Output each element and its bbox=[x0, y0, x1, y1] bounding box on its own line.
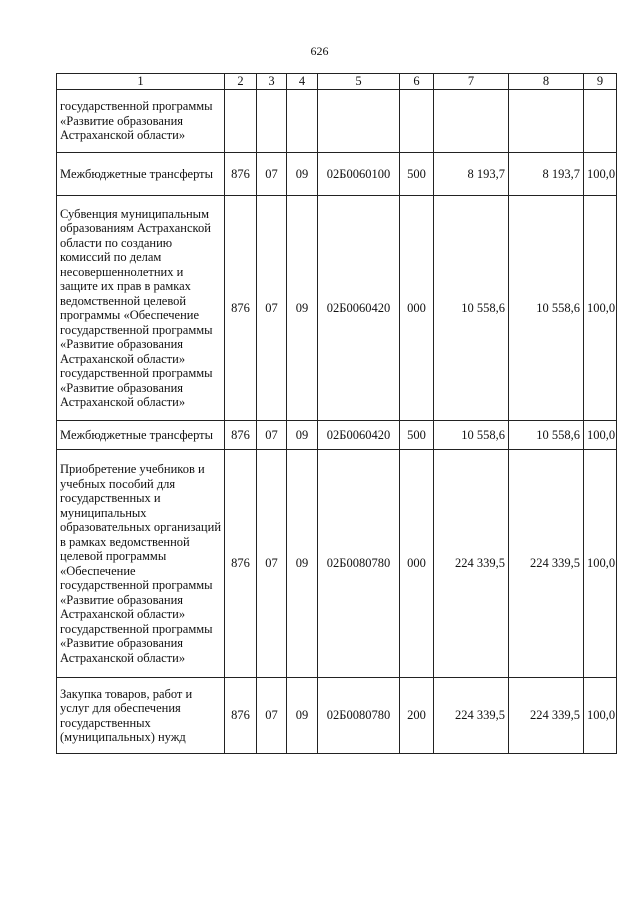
row-name-cell: Приобретение учебников и учебных пособий для государственных и муниципальных образовательных организаций в рамках ведомственной целевой программы «Обеспечение государственной программы «Развитие образования Астраханской области» государственной программы «Развитие образования Астраханской области» bbox=[57, 450, 225, 678]
section-cell: 07 bbox=[257, 450, 287, 678]
executed-amount-cell: 224 339,5 bbox=[509, 450, 584, 678]
executed-amount-cell bbox=[509, 90, 584, 153]
budget-table bbox=[56, 73, 617, 754]
subsection-cell: 09 bbox=[287, 421, 318, 450]
table-row bbox=[57, 90, 617, 153]
planned-amount-cell: 8 193,7 bbox=[434, 153, 509, 196]
row-name-cell: Закупка товаров, работ и услуг для обеспечения государственных (муниципальных) нужд bbox=[57, 678, 225, 754]
executed-amount-cell: 224 339,5 bbox=[509, 678, 584, 754]
executed-amount-cell: 8 193,7 bbox=[509, 153, 584, 196]
planned-amount-cell: 10 558,6 bbox=[434, 196, 509, 421]
section-cell: 07 bbox=[257, 421, 287, 450]
column-header: 6 bbox=[400, 74, 434, 90]
section-cell bbox=[257, 90, 287, 153]
section-cell: 07 bbox=[257, 678, 287, 754]
target-article-cell: 02Б0080780 bbox=[318, 678, 400, 754]
expense-type-cell bbox=[400, 90, 434, 153]
percent-cell: 100,0 bbox=[584, 450, 617, 678]
column-header: 9 bbox=[584, 74, 617, 90]
column-header: 4 bbox=[287, 74, 318, 90]
expense-type-cell: 000 bbox=[400, 450, 434, 678]
percent-cell: 100,0 bbox=[584, 421, 617, 450]
subsection-cell: 09 bbox=[287, 450, 318, 678]
section-cell: 07 bbox=[257, 196, 287, 421]
executed-amount-cell: 10 558,6 bbox=[509, 421, 584, 450]
column-header: 7 bbox=[434, 74, 509, 90]
section-cell: 07 bbox=[257, 153, 287, 196]
target-article-cell bbox=[318, 90, 400, 153]
row-name-cell: Субвенция муниципальным образованиям Астраханской области по созданию комиссий по делам несовершеннолетних и защите их прав в рамках ведомственной целевой программы «Обеспечение государственной программы «Развитие образования Астраханской области» государственной программы «Развитие образования Астраханской области» bbox=[57, 196, 225, 421]
expense-type-cell: 500 bbox=[400, 153, 434, 196]
table-row bbox=[57, 678, 617, 754]
admin-code-cell: 876 bbox=[225, 196, 257, 421]
table-row bbox=[57, 450, 617, 678]
admin-code-cell: 876 bbox=[225, 421, 257, 450]
admin-code-cell: 876 bbox=[225, 678, 257, 754]
percent-cell: 100,0 bbox=[584, 153, 617, 196]
table-row bbox=[57, 153, 617, 196]
table-row bbox=[57, 421, 617, 450]
planned-amount-cell: 224 339,5 bbox=[434, 678, 509, 754]
column-header: 3 bbox=[257, 74, 287, 90]
percent-cell bbox=[584, 90, 617, 153]
row-name-cell: Межбюджетные трансферты bbox=[57, 153, 225, 196]
column-header: 2 bbox=[225, 74, 257, 90]
target-article-cell: 02Б0080780 bbox=[318, 450, 400, 678]
table-row bbox=[57, 196, 617, 421]
percent-cell: 100,0 bbox=[584, 196, 617, 421]
subsection-cell: 09 bbox=[287, 196, 318, 421]
subsection-cell: 09 bbox=[287, 153, 318, 196]
row-name-cell: государственной программы «Развитие образования Астраханской области» bbox=[57, 90, 225, 153]
admin-code-cell: 876 bbox=[225, 153, 257, 196]
percent-cell: 100,0 bbox=[584, 678, 617, 754]
planned-amount-cell bbox=[434, 90, 509, 153]
expense-type-cell: 500 bbox=[400, 421, 434, 450]
page-number: 626 bbox=[310, 44, 329, 58]
target-article-cell: 02Б0060420 bbox=[318, 196, 400, 421]
column-header: 8 bbox=[509, 74, 584, 90]
subsection-cell bbox=[287, 90, 318, 153]
executed-amount-cell: 10 558,6 bbox=[509, 196, 584, 421]
planned-amount-cell: 10 558,6 bbox=[434, 421, 509, 450]
column-header: 5 bbox=[318, 74, 400, 90]
expense-type-cell: 200 bbox=[400, 678, 434, 754]
admin-code-cell bbox=[225, 90, 257, 153]
target-article-cell: 02Б0060100 bbox=[318, 153, 400, 196]
table-header-row bbox=[57, 74, 617, 90]
admin-code-cell: 876 bbox=[225, 450, 257, 678]
planned-amount-cell: 224 339,5 bbox=[434, 450, 509, 678]
row-name-cell: Межбюджетные трансферты bbox=[57, 421, 225, 450]
expense-type-cell: 000 bbox=[400, 196, 434, 421]
column-header: 1 bbox=[57, 74, 225, 90]
target-article-cell: 02Б0060420 bbox=[318, 421, 400, 450]
subsection-cell: 09 bbox=[287, 678, 318, 754]
